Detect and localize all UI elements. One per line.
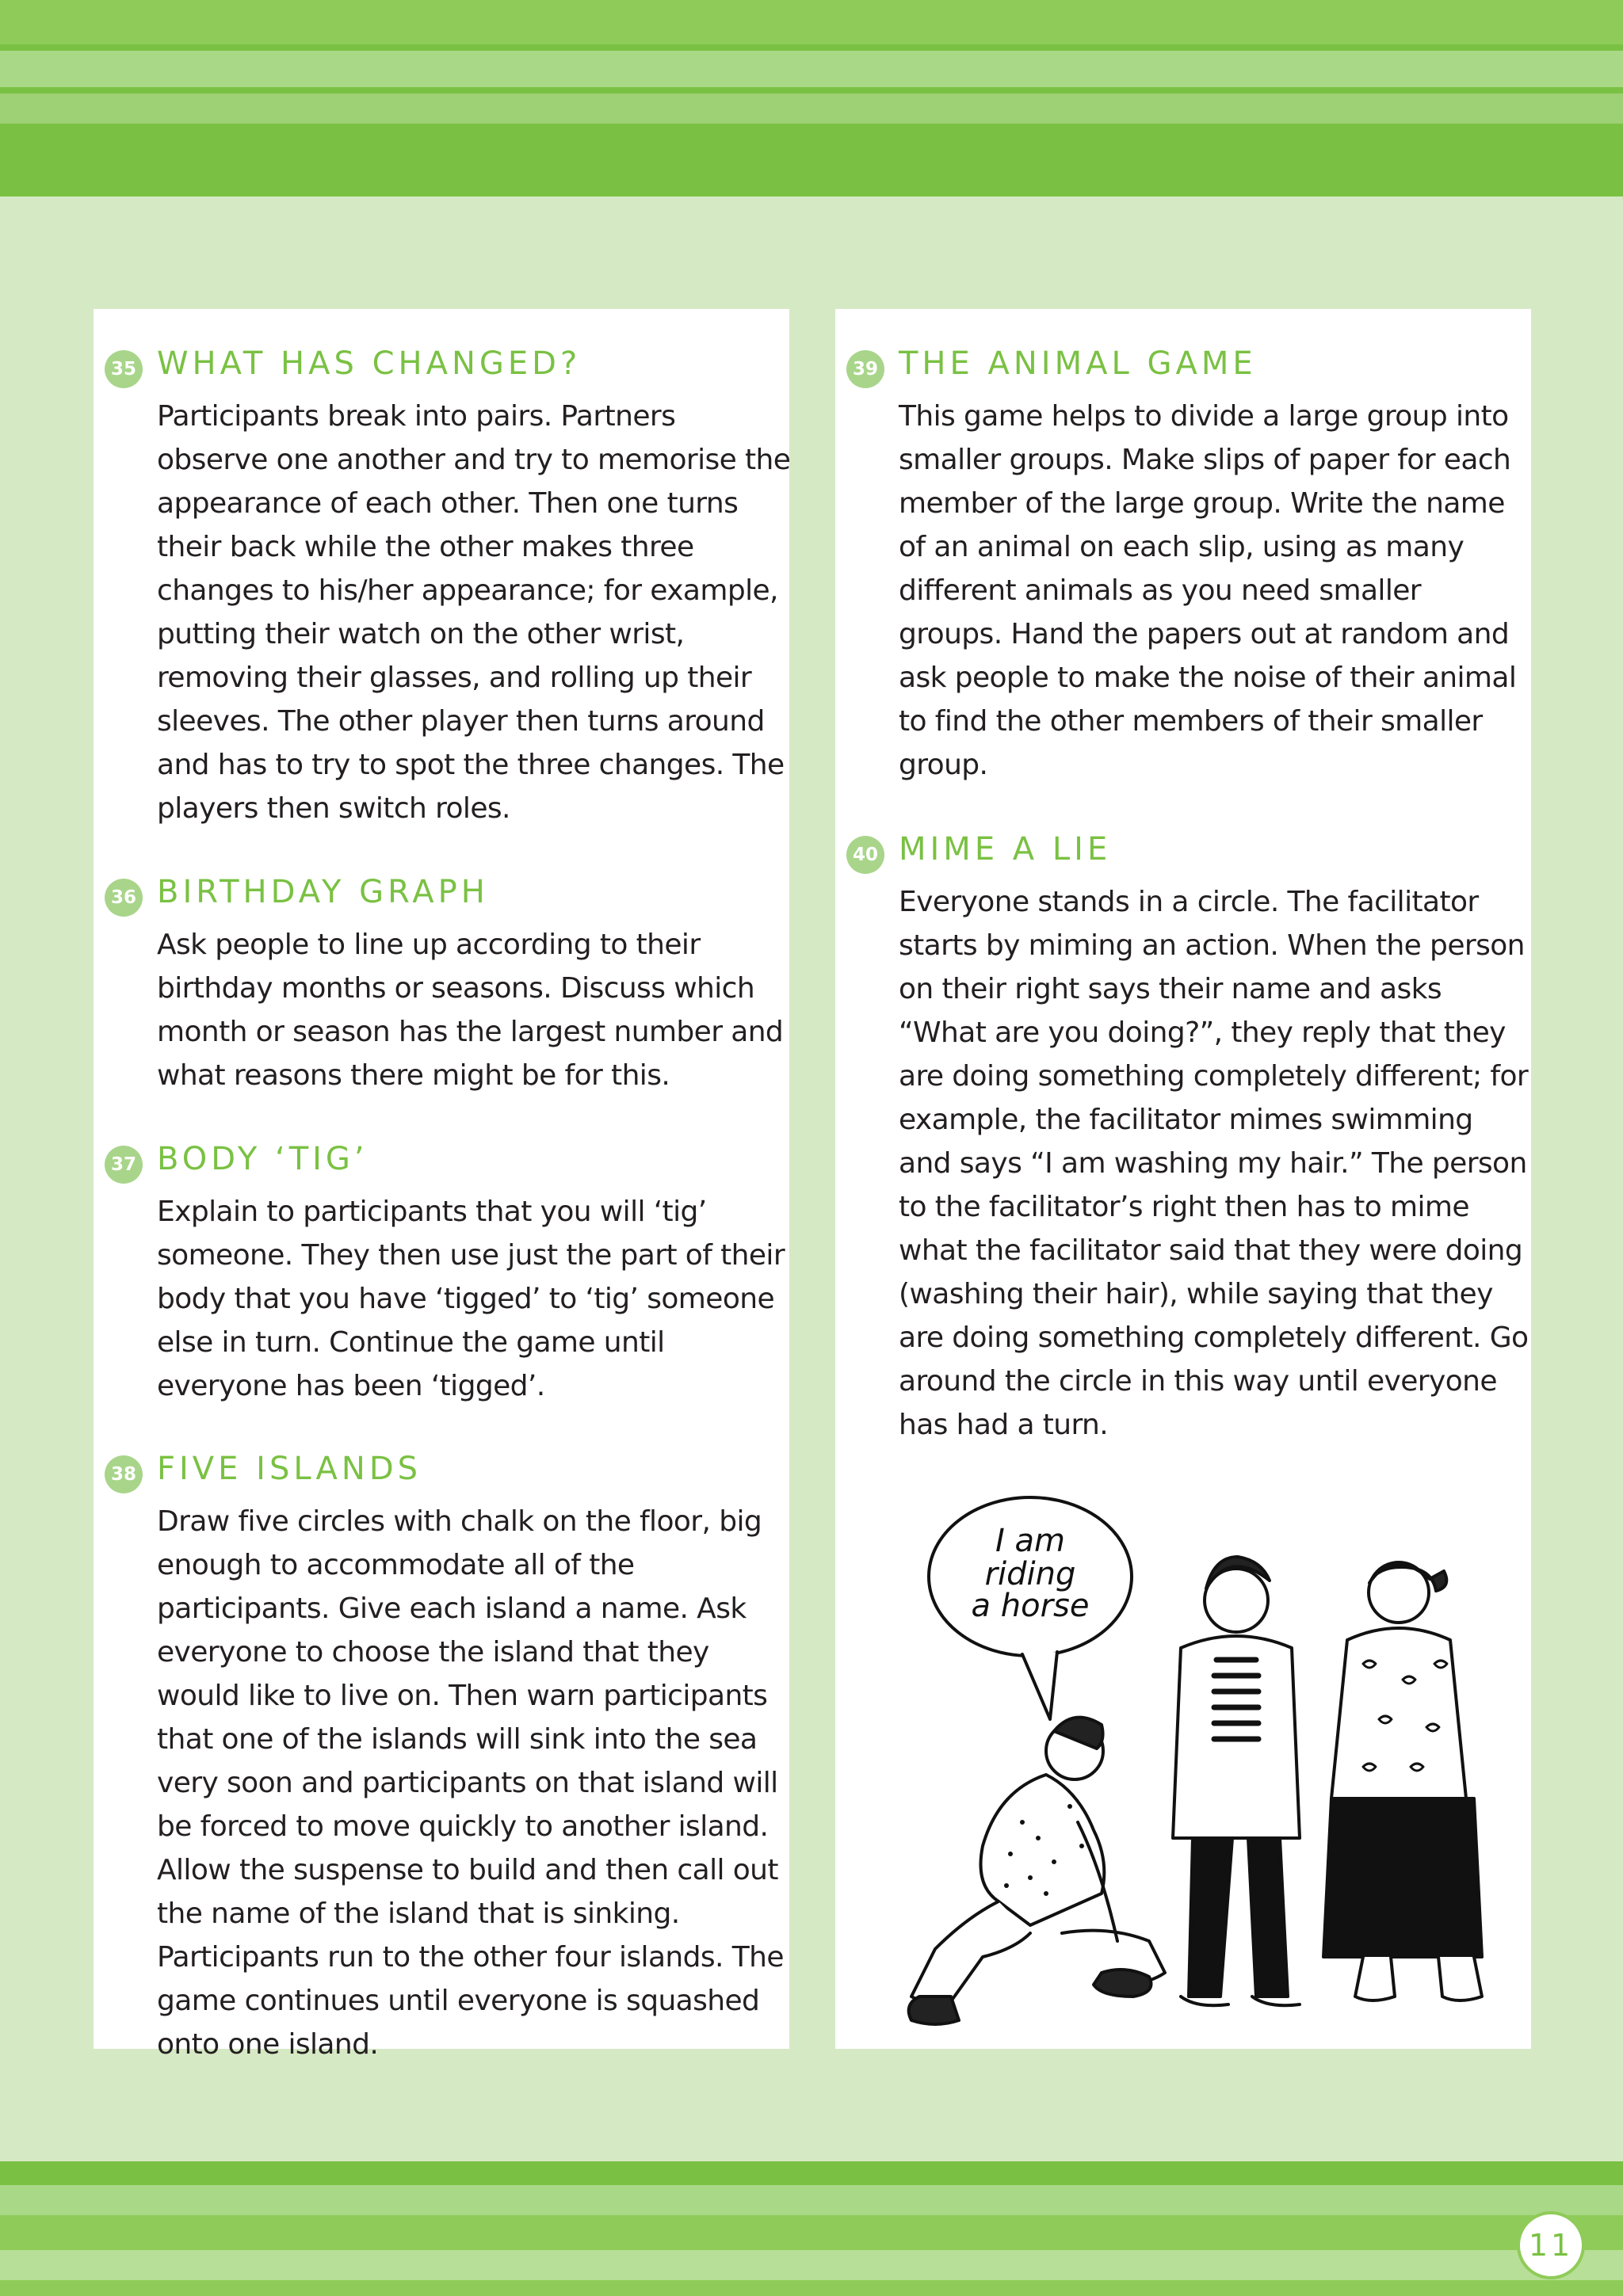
stripe [0, 2161, 1623, 2185]
section-body: Ask people to line up according to their birthday months or seasons. Discuss which month or season has the largest number and what reasons there might be for this. [157, 929, 784, 1092]
stripe [0, 2280, 1623, 2296]
page-number: 11 [1517, 2211, 1585, 2279]
stripe [0, 2250, 1623, 2280]
section-number-badge: 38 [105, 1455, 143, 1493]
section-number-badge: 36 [105, 879, 143, 917]
section-title: BODY ‘TIG’ [157, 1141, 369, 1177]
section-title: FIVE ISLANDS [157, 1451, 422, 1487]
stripe [0, 2215, 1623, 2250]
footer-stripes [0, 2161, 1623, 2296]
section-title: MIME A LIE [899, 831, 1112, 868]
stripe [0, 2185, 1623, 2215]
people-illustration [888, 1489, 1514, 2036]
section-body: Explain to participants that you will ‘tig’ someone. They then use just the part of their body that you have ‘tigged’ to ‘tig’ someone else in turn. Continue the game until everyone has been ‘tigged’. [157, 1196, 785, 1402]
stripe [0, 124, 1623, 196]
section-body: Draw five circles with chalk on the floor, big enough to accommodate all of the participants. Give each island a name. Ask everyone to choose the island that they would like to live on. Then warn participants that one of the islands will sink into the sea very soon and participants on that island will be forced to move quickly to another island. Allow the suspense to build and then call out the name of the island that is sinking. Participants run to the other four islands. The game continues until everyone is squashed onto one island. [157, 1505, 784, 2061]
stripe [0, 0, 1623, 44]
stripe [0, 93, 1623, 124]
speech-text: riding [984, 1556, 1076, 1592]
section-title: WHAT HAS CHANGED? [157, 345, 582, 382]
left-column [94, 309, 791, 2061]
speech-text: a horse [971, 1588, 1090, 1624]
section-body: Participants break into pairs. Partners observe one another and try to memorise the appearance of each other. Then one turns their back while the other makes three changes to his/her appearance; for example, putting their watch on the other wrist, removing their glasses, and rolling up their sleeves. The other player then turns around and has to try to spot the three changes. The players then switch roles. [157, 400, 791, 825]
stripe [0, 51, 1623, 87]
section-number-badge: 39 [846, 350, 884, 388]
section-body: Everyone stands in a circle. The facilitator starts by miming an action. When the person on their right says their name and asks “What are you doing?”, they reply that they are doing something completely different; for example, the facilitator mimes swimming and says “I am washing my hair.” The person to the facilitator’s right then has to mime what the facilitator said that they were doing (washing their hair), while saying that they are doing something completely different. Go around the circle in this way until everyone has had a turn. [899, 886, 1529, 1441]
speech-text: I am [995, 1523, 1065, 1559]
section-number-badge: 37 [105, 1146, 143, 1184]
section-title: THE ANIMAL GAME [899, 345, 1257, 382]
section-title: BIRTHDAY GRAPH [157, 874, 489, 910]
section-number-badge: 40 [846, 836, 884, 874]
section-number-badge: 35 [105, 350, 143, 388]
header-stripes [0, 0, 1623, 196]
section-body: This game helps to divide a large group into smaller groups. Make slips of paper for each member of the large group. Write the name of an animal on each slip, using as many different animals as you need smaller groups. Hand the papers out at random and ask people to make the noise of their animal to find the other members of their smaller group. [899, 400, 1517, 781]
